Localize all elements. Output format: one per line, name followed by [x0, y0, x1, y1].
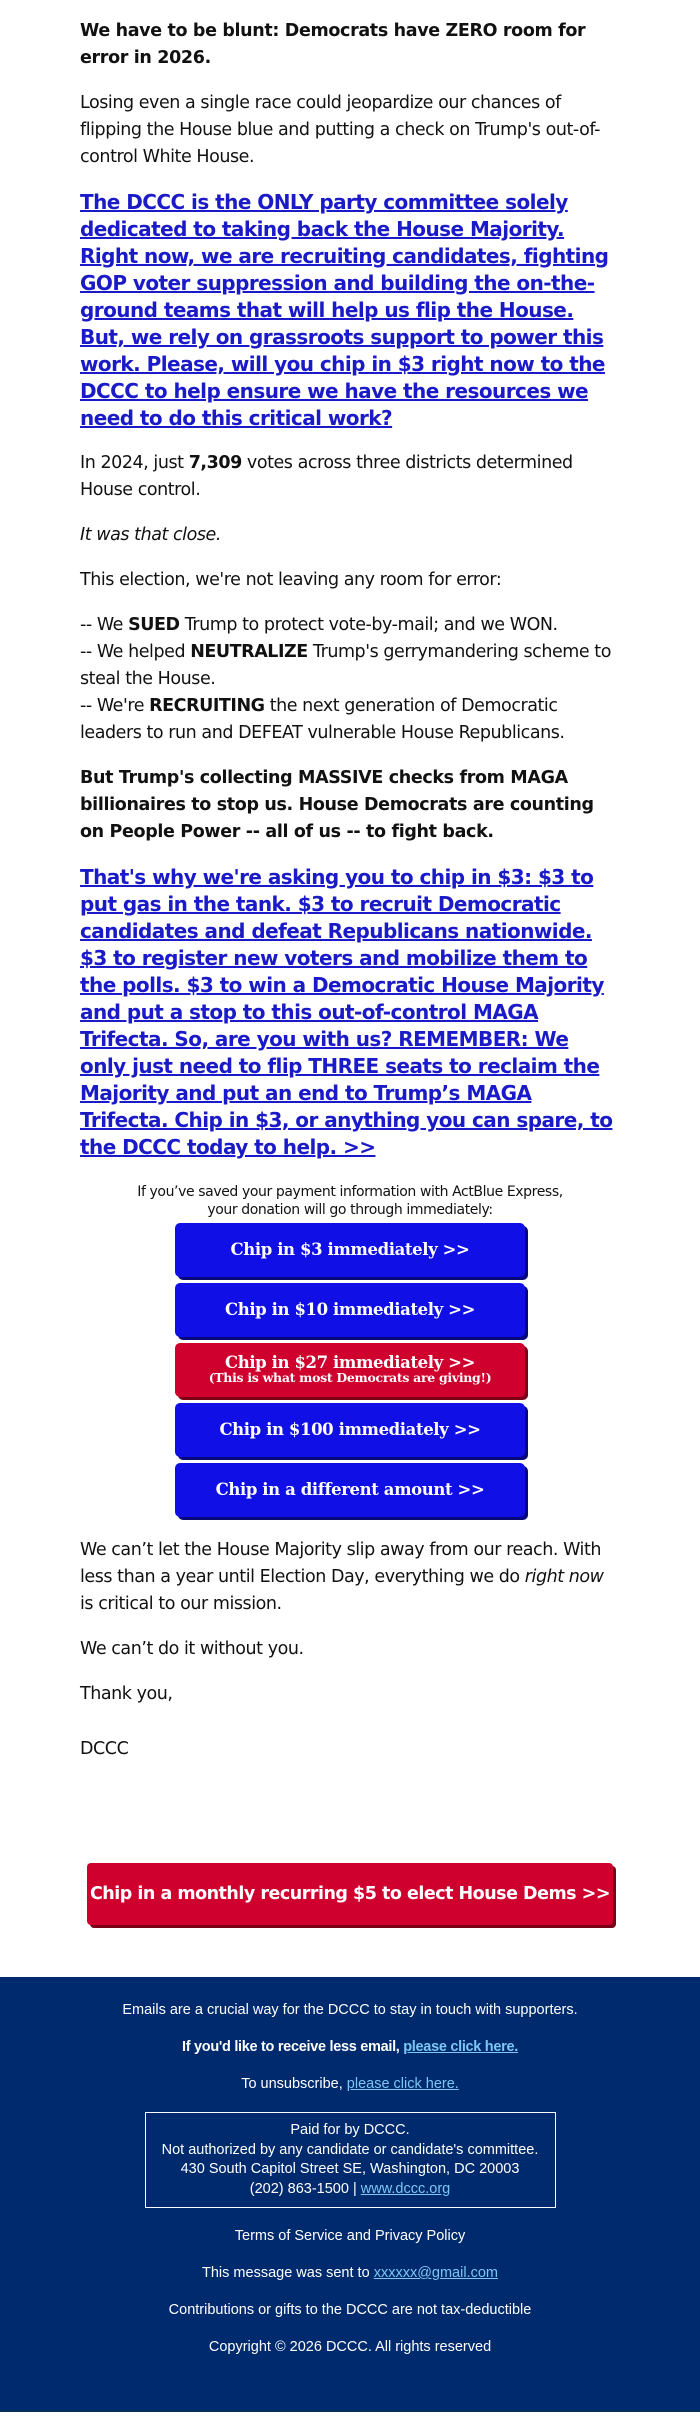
text-segment: If you'd like to receive less email, [182, 2039, 404, 2055]
disclaimer-address: 430 South Capitol Street SE, Washington, DC 20003 [180, 2161, 520, 2177]
votes-2024-paragraph [80, 450, 620, 504]
without-you-paragraph: We can’t do it without you. [80, 1639, 304, 1659]
text-segment: -- We [80, 615, 129, 635]
bold-text: SUED [128, 615, 180, 635]
list-item [80, 639, 620, 693]
donate-10-button[interactable]: Chip in $10 immediately >> [175, 1283, 525, 1337]
bold-text: NEUTRALIZE [190, 642, 308, 662]
text-segment: your donation will go through immediately: [207, 1202, 493, 1218]
donate-other-amount-button[interactable]: Chip in a different amount >> [175, 1463, 525, 1517]
bold-text: RECRUITING [149, 696, 265, 716]
footer [0, 1977, 700, 2412]
actblue-intro-text [80, 1183, 620, 1219]
text-segment: Trump's gerrymandering scheme to steal the House. [80, 642, 611, 689]
phone-number: (202) 863-1500 | [249, 2180, 361, 2197]
list-item [80, 693, 620, 747]
donate-27-button[interactable] [175, 1343, 525, 1397]
footer-less-email-line [0, 2038, 700, 2056]
text-segment: is critical to our mission. [80, 1594, 282, 1614]
text-segment: Trump to protect vote-by-mail; and we WON. [179, 615, 558, 635]
disclaimer-line: Paid for by DCCC. [290, 2122, 410, 2138]
tax-deductible-note: Contributions or gifts to the DCCC are not tax-deductible [168, 2302, 532, 2318]
less-email-link[interactable]: please click here. [403, 2039, 518, 2055]
donate-100-button[interactable]: Chip in $100 immediately >> [175, 1403, 525, 1457]
text-segment: If you’ve saved your payment information with ActBlue Express, [137, 1184, 563, 1200]
terms-privacy-text: Terms of Service and Privacy Policy [234, 2228, 466, 2244]
chip-in-3-donate-link[interactable]: That's why we're asking you to chip in $3: $3 to put gas in the tank. $3 to recruit Democratic candidates and defeat Republicans nationwide. $3 to register new voters and mobilize them to the polls. $3 to win a Democratic House Majority and put a stop to this out-of-control MAGA Trifecta. So, are you with us? REMEMBER: We only just need to flip THREE seats to reclaim the Majority and put an end to Trump’s MAGA Trifecta. Chip in $3, or anything you can spare, to the DCCC today to help. >> [80, 865, 613, 1159]
donate-27-label: Chip in $27 immediately >> [224, 1353, 476, 1372]
vote-count: 7,309 [188, 453, 242, 473]
majority-paragraph [80, 1537, 620, 1618]
donate-27-sublabel: (This is what most Democrats are giving!) [208, 1370, 492, 1385]
text-segment: votes across three districts determined House control. [80, 453, 573, 500]
losing-race-paragraph: Losing even a single race could jeopardize our chances of flipping the House blue and putting a check on Trump's out-of-control White House. [80, 93, 600, 167]
text-segment: -- We're [80, 696, 150, 716]
text-segment: We can’t let the House Majority slip away from our reach. With less than a year until Election Day, everything we do [80, 1540, 602, 1587]
copyright: Copyright © 2026 DCCC. All rights reserved [208, 2339, 492, 2355]
actblue-intro [80, 1183, 620, 1219]
spacer [80, 1726, 620, 1736]
signature: DCCC [80, 1739, 129, 1759]
donate-button-stack [175, 1223, 525, 1517]
footer-emails-line: Emails are a crucial way for the DCCC to stay in touch with supporters. [122, 2002, 578, 2018]
monthly-donation-section [0, 1781, 700, 1977]
disclaimer-contact [150, 2180, 551, 2200]
text-segment: To unsubscribe, [241, 2076, 347, 2092]
that-close-paragraph [80, 522, 620, 549]
footer-unsubscribe-line [0, 2075, 700, 2093]
opening-headline: We have to be blunt: Democrats have ZERO room for error in 2026. [80, 21, 586, 68]
dccc-mission-donate-link[interactable]: The DCCC is the ONLY party committee solely dedicated to taking back the House Majority. Right now, we are recruiting candidates, fighting GOP voter suppression and building the on-the-ground teams that will help us flip the House. But, we rely on grassroots support to power this work. Please, will you chip in $3 right now to the DCCC to help ensure we have the resources we need to do this critical work? [80, 190, 609, 430]
italic-text: right now [524, 1567, 604, 1587]
no-room-paragraph: This election, we're not leaving any room for error: [80, 570, 502, 590]
paid-for-disclaimer [145, 2112, 556, 2208]
italic-text: It was that close. [80, 525, 221, 545]
text-segment: This message was sent to [202, 2265, 374, 2281]
monthly-recurring-button[interactable]: Chip in a monthly recurring $5 to elect House Dems >> [87, 1863, 613, 1925]
website-link[interactable]: www.dccc.org [360, 2180, 451, 2197]
disclaimer-line: Not authorized by any candidate or candidate's committee. [161, 2141, 539, 2158]
maga-billionaires-paragraph: But Trump's collecting MASSIVE checks from MAGA billionaires to stop us. House Democrats are counting on People Power -- all of us -- to fight back. [80, 768, 594, 842]
closing-section [80, 1537, 620, 1763]
donate-3-button[interactable]: Chip in $3 immediately >> [175, 1223, 525, 1277]
recipient-email-link[interactable]: xxxxxx@gmail.com [373, 2265, 498, 2281]
text-segment: In 2024, just [80, 453, 189, 473]
accomplishment-list [80, 612, 620, 747]
text-segment: the next generation of Democratic leaders to run and DEFEAT vulnerable House Republicans. [80, 696, 565, 743]
list-item [80, 612, 620, 639]
sent-to-line [0, 2264, 700, 2282]
unsubscribe-link[interactable]: please click here. [346, 2076, 459, 2092]
signoff: Thank you, [80, 1684, 173, 1704]
text-segment: -- We helped [80, 642, 191, 662]
